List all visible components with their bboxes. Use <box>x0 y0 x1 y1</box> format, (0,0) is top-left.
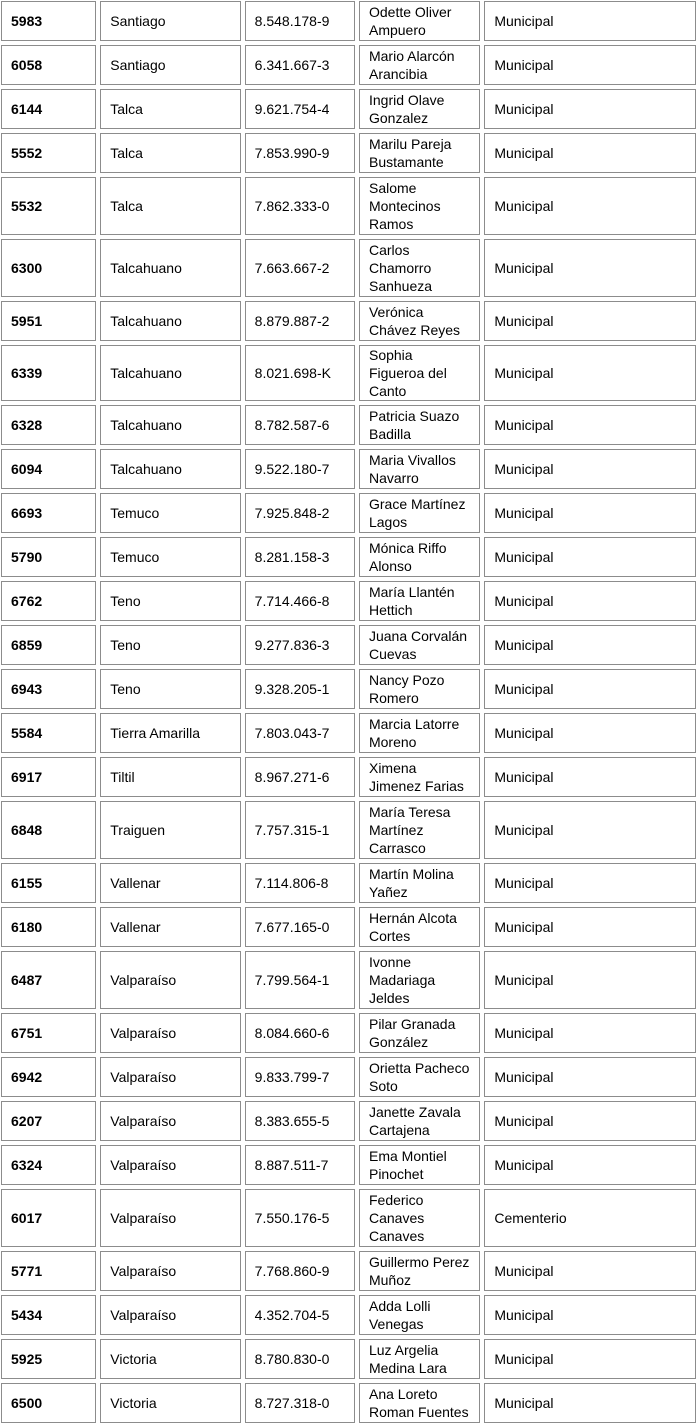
table-row <box>1 1013 696 1053</box>
rut-cell: 7.114.806-8 <box>245 863 355 903</box>
name-cell: Grace Martínez Lagos <box>359 493 480 533</box>
city-cell: Teno <box>100 625 240 665</box>
rut-cell: 8.383.655-5 <box>245 1101 355 1141</box>
city-cell: Talca <box>100 89 240 129</box>
city-cell: Valparaíso <box>100 1145 240 1185</box>
city-cell: Talcahuano <box>100 239 240 297</box>
code-cell: 6500 <box>1 1383 96 1423</box>
code-cell: 5771 <box>1 1251 96 1291</box>
type-cell: Municipal <box>484 757 696 797</box>
table-row <box>1 405 696 445</box>
name-cell: Mónica Riffo Alonso <box>359 537 480 577</box>
name-cell: Hernán Alcota Cortes <box>359 907 480 947</box>
rut-cell: 8.780.830-0 <box>245 1339 355 1379</box>
type-cell: Municipal <box>484 863 696 903</box>
table-row <box>1 951 696 1009</box>
rut-cell: 7.862.333-0 <box>245 177 355 235</box>
type-cell: Municipal <box>484 405 696 445</box>
name-cell: Ema Montiel Pinochet <box>359 1145 480 1185</box>
type-cell: Municipal <box>484 1057 696 1097</box>
type-cell: Municipal <box>484 301 696 341</box>
name-cell: Martín Molina Yañez <box>359 863 480 903</box>
table-row <box>1 625 696 665</box>
city-cell: Talcahuano <box>100 449 240 489</box>
table-row <box>1 801 696 859</box>
code-cell: 5584 <box>1 713 96 753</box>
rut-cell: 8.281.158-3 <box>245 537 355 577</box>
type-cell: Municipal <box>484 581 696 621</box>
city-cell: Vallenar <box>100 863 240 903</box>
rut-cell: 7.663.667-2 <box>245 239 355 297</box>
code-cell: 6058 <box>1 45 96 85</box>
table-row <box>1 345 696 401</box>
code-cell: 6017 <box>1 1189 96 1247</box>
rut-cell: 7.925.848-2 <box>245 493 355 533</box>
code-cell: 6300 <box>1 239 96 297</box>
table-row <box>1 1057 696 1097</box>
type-cell: Municipal <box>484 177 696 235</box>
table-row <box>1 757 696 797</box>
code-cell: 6693 <box>1 493 96 533</box>
city-cell: Valparaíso <box>100 1251 240 1291</box>
rut-cell: 9.328.205-1 <box>245 669 355 709</box>
table-row <box>1 1189 696 1247</box>
code-cell: 5434 <box>1 1295 96 1335</box>
city-cell: Talcahuano <box>100 405 240 445</box>
type-cell: Municipal <box>484 669 696 709</box>
rut-cell: 8.887.511-7 <box>245 1145 355 1185</box>
table-row <box>1 537 696 577</box>
table-row <box>1 177 696 235</box>
code-cell: 6848 <box>1 801 96 859</box>
code-cell: 6751 <box>1 1013 96 1053</box>
rut-cell: 7.853.990-9 <box>245 133 355 173</box>
city-cell: Temuco <box>100 537 240 577</box>
code-cell: 6859 <box>1 625 96 665</box>
city-cell: Traiguen <box>100 801 240 859</box>
city-cell: Talcahuano <box>100 301 240 341</box>
rut-cell: 9.621.754-4 <box>245 89 355 129</box>
name-cell: Guillermo Perez Muñoz <box>359 1251 480 1291</box>
code-cell: 6487 <box>1 951 96 1009</box>
rut-cell: 8.548.178-9 <box>245 1 355 41</box>
rut-cell: 7.768.860-9 <box>245 1251 355 1291</box>
rut-cell: 9.522.180-7 <box>245 449 355 489</box>
table-row <box>1 669 696 709</box>
city-cell: Temuco <box>100 493 240 533</box>
city-cell: Teno <box>100 581 240 621</box>
name-cell: Federico Canaves Canaves <box>359 1189 480 1247</box>
type-cell: Cementerio <box>484 1189 696 1247</box>
city-cell: Vallenar <box>100 907 240 947</box>
type-cell: Municipal <box>484 625 696 665</box>
city-cell: Valparaíso <box>100 1295 240 1335</box>
table-row <box>1 301 696 341</box>
name-cell: Verónica Chávez Reyes <box>359 301 480 341</box>
city-cell: Victoria <box>100 1339 240 1379</box>
type-cell: Municipal <box>484 1 696 41</box>
name-cell: María Llantén Hettich <box>359 581 480 621</box>
city-cell: Talcahuano <box>100 345 240 401</box>
rut-cell: 7.757.315-1 <box>245 801 355 859</box>
name-cell: Salome Montecinos Ramos <box>359 177 480 235</box>
table-row <box>1 1145 696 1185</box>
rut-cell: 8.021.698-K <box>245 345 355 401</box>
name-cell: Pilar Granada González <box>359 1013 480 1053</box>
name-cell: Odette Oliver Ampuero <box>359 1 480 41</box>
code-cell: 6339 <box>1 345 96 401</box>
name-cell: Ivonne Madariaga Jeldes <box>359 951 480 1009</box>
city-cell: Valparaíso <box>100 951 240 1009</box>
rut-cell: 6.341.667-3 <box>245 45 355 85</box>
table-row <box>1 1101 696 1141</box>
rut-cell: 4.352.704-5 <box>245 1295 355 1335</box>
code-cell: 5925 <box>1 1339 96 1379</box>
table-row <box>1 449 696 489</box>
rut-cell: 8.967.271-6 <box>245 757 355 797</box>
type-cell: Municipal <box>484 133 696 173</box>
type-cell: Municipal <box>484 1101 696 1141</box>
table-row <box>1 239 696 297</box>
type-cell: Municipal <box>484 1251 696 1291</box>
rut-cell: 8.879.887-2 <box>245 301 355 341</box>
name-cell: Mario Alarcón Arancibia <box>359 45 480 85</box>
name-cell: Ximena Jimenez Farias <box>359 757 480 797</box>
city-cell: Valparaíso <box>100 1013 240 1053</box>
table-row <box>1 133 696 173</box>
code-cell: 6207 <box>1 1101 96 1141</box>
code-cell: 6328 <box>1 405 96 445</box>
type-cell: Municipal <box>484 239 696 297</box>
city-cell: Victoria <box>100 1383 240 1423</box>
table-row <box>1 907 696 947</box>
code-cell: 5532 <box>1 177 96 235</box>
rut-cell: 7.714.466-8 <box>245 581 355 621</box>
city-cell: Valparaíso <box>100 1189 240 1247</box>
table-row <box>1 1251 696 1291</box>
type-cell: Municipal <box>484 1145 696 1185</box>
name-cell: Ingrid Olave Gonzalez <box>359 89 480 129</box>
city-cell: Talca <box>100 177 240 235</box>
rut-cell: 7.803.043-7 <box>245 713 355 753</box>
code-cell: 5983 <box>1 1 96 41</box>
name-cell: Janette Zavala Cartajena <box>359 1101 480 1141</box>
rut-cell: 7.799.564-1 <box>245 951 355 1009</box>
table-row <box>1 1295 696 1335</box>
code-cell: 5951 <box>1 301 96 341</box>
code-cell: 5552 <box>1 133 96 173</box>
rut-cell: 7.550.176-5 <box>245 1189 355 1247</box>
code-cell: 6155 <box>1 863 96 903</box>
type-cell: Municipal <box>484 951 696 1009</box>
code-cell: 6942 <box>1 1057 96 1097</box>
type-cell: Municipal <box>484 1383 696 1423</box>
type-cell: Municipal <box>484 45 696 85</box>
name-cell: Nancy Pozo Romero <box>359 669 480 709</box>
name-cell: Juana Corvalán Cuevas <box>359 625 480 665</box>
rut-cell: 8.084.660-6 <box>245 1013 355 1053</box>
code-cell: 6324 <box>1 1145 96 1185</box>
name-cell: Maria Vivallos Navarro <box>359 449 480 489</box>
name-cell: Marcia Latorre Moreno <box>359 713 480 753</box>
type-cell: Municipal <box>484 449 696 489</box>
type-cell: Municipal <box>484 713 696 753</box>
name-cell: Marilu Pareja Bustamante <box>359 133 480 173</box>
city-cell: Tiltil <box>100 757 240 797</box>
table-row <box>1 45 696 85</box>
rut-cell: 7.677.165-0 <box>245 907 355 947</box>
code-cell: 6180 <box>1 907 96 947</box>
code-cell: 6917 <box>1 757 96 797</box>
name-cell: Ana Loreto Roman Fuentes <box>359 1383 480 1423</box>
type-cell: Municipal <box>484 907 696 947</box>
name-cell: Patricia Suazo Badilla <box>359 405 480 445</box>
rut-cell: 8.727.318-0 <box>245 1383 355 1423</box>
city-cell: Santiago <box>100 1 240 41</box>
city-cell: Tierra Amarilla <box>100 713 240 753</box>
table-row <box>1 1 696 41</box>
type-cell: Municipal <box>484 1013 696 1053</box>
city-cell: Valparaíso <box>100 1101 240 1141</box>
city-cell: Talca <box>100 133 240 173</box>
code-cell: 6094 <box>1 449 96 489</box>
city-cell: Valparaíso <box>100 1057 240 1097</box>
type-cell: Municipal <box>484 89 696 129</box>
name-cell: Adda Lolli Venegas <box>359 1295 480 1335</box>
table-row <box>1 1339 696 1379</box>
type-cell: Municipal <box>484 345 696 401</box>
table-row <box>1 89 696 129</box>
table-row <box>1 1383 696 1423</box>
type-cell: Municipal <box>484 537 696 577</box>
type-cell: Municipal <box>484 493 696 533</box>
code-cell: 6943 <box>1 669 96 709</box>
code-cell: 5790 <box>1 537 96 577</box>
table-row <box>1 863 696 903</box>
city-cell: Teno <box>100 669 240 709</box>
rut-cell: 9.833.799-7 <box>245 1057 355 1097</box>
rut-cell: 8.782.587-6 <box>245 405 355 445</box>
table-row <box>1 713 696 753</box>
city-cell: Santiago <box>100 45 240 85</box>
type-cell: Municipal <box>484 1339 696 1379</box>
name-cell: María Teresa Martínez Carrasco <box>359 801 480 859</box>
type-cell: Municipal <box>484 1295 696 1335</box>
code-cell: 6762 <box>1 581 96 621</box>
code-cell: 6144 <box>1 89 96 129</box>
name-cell: Sophia Figueroa del Canto <box>359 345 480 401</box>
name-cell: Luz Argelia Medina Lara <box>359 1339 480 1379</box>
name-cell: Orietta Pacheco Soto <box>359 1057 480 1097</box>
rut-cell: 9.277.836-3 <box>245 625 355 665</box>
table-row <box>1 493 696 533</box>
name-cell: Carlos Chamorro Sanhueza <box>359 239 480 297</box>
table-row <box>1 581 696 621</box>
type-cell: Municipal <box>484 801 696 859</box>
records-table-body <box>1 1 696 1423</box>
